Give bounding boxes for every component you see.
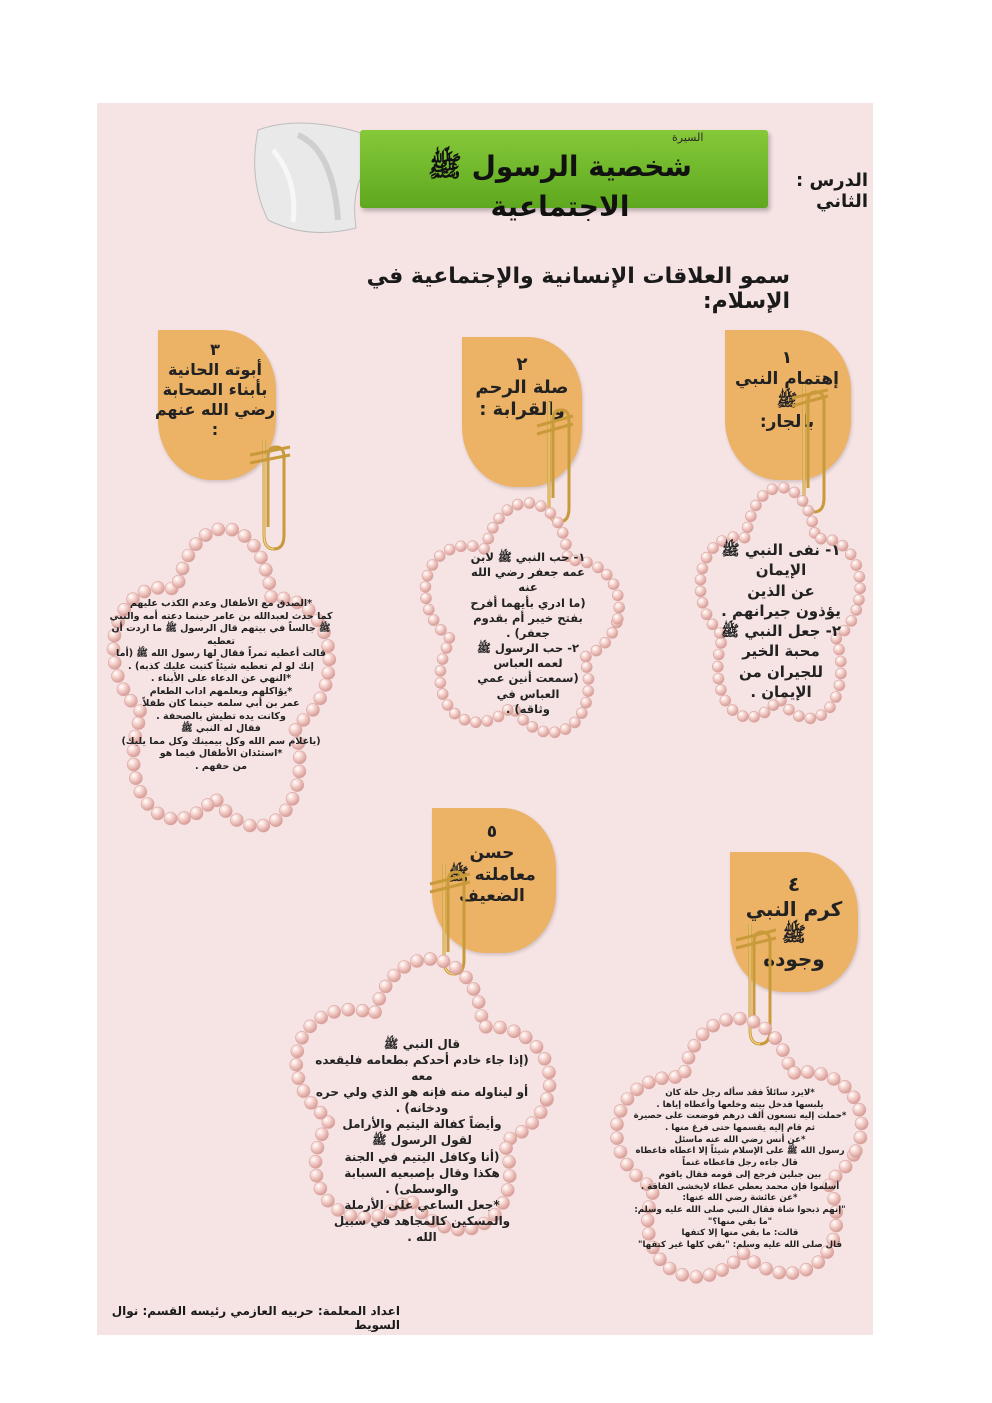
pearl-bead	[212, 523, 225, 536]
body-line: جعفر) .	[506, 625, 550, 640]
pearl-bead	[291, 779, 304, 792]
pearl-bead	[444, 632, 455, 643]
pearl-bead	[608, 579, 619, 590]
body-line: وكانت يده تطيش بالصحفة .	[156, 710, 286, 722]
body-line: كما حدث لعبدالله بن عامر حينما دعته أمه والنبي	[109, 610, 333, 622]
body-line: للجيران من	[739, 662, 823, 681]
pearl-bead	[552, 517, 563, 528]
pearl-bead	[734, 1012, 747, 1025]
body-line: *حملت إليه تسعون ألف درهم فوضعت على حصيرة	[633, 1111, 847, 1122]
body-line: إنك لو لم تعطيه شيئاً كتبت عليك كذبه) .	[128, 660, 314, 672]
body-line: وأيضاً كفالة اليتيم والأرامل	[342, 1117, 502, 1132]
body-line: رسول الله ﷺ على الإسلام شيئاً إلا اعطاه فاعطاه	[635, 1146, 845, 1157]
pearl-bead	[487, 522, 498, 533]
body-line: ١- حب النبي ﷺ لابن	[470, 550, 586, 564]
section-2-body	[458, 550, 598, 717]
body-line: والوسطى) .	[385, 1181, 459, 1196]
pearl-bead	[263, 577, 276, 590]
pearl-bead	[502, 505, 513, 516]
lesson-label: الدرس : الثاني	[796, 170, 868, 212]
body-line: من حقهم .	[194, 760, 248, 772]
section-subtitle: سمو العلاقات الإنسانية والإجتماعية في الإسلام:	[366, 264, 790, 314]
pearl-bead	[538, 1052, 551, 1065]
pearl-bead	[243, 819, 256, 832]
body-line: يلبسها فدخل بيته وخلعها وأعطاه إياها .	[656, 1099, 824, 1110]
pearl-bead	[803, 505, 814, 516]
pearl-bead	[435, 677, 446, 688]
body-line: ﷺ جالساً في بيتهم قال الرسول ﷺ ما اردت أن تعطيه	[111, 623, 331, 647]
body-line: *جعل الساعي على الأرملة	[344, 1197, 500, 1212]
body-line: قال جاءه رجل فاعطاه غنماً	[682, 1158, 798, 1169]
pearl-bead	[524, 498, 535, 509]
pearl-bead	[545, 508, 556, 519]
body-line: ٢- حب الرسول ﷺ	[476, 641, 580, 656]
pearl-bead	[189, 538, 202, 551]
section-5-body	[312, 1036, 532, 1245]
pearl-bead	[695, 574, 706, 585]
tag-5-text: ٥ حسن معاملته ﷺ الضعيف	[448, 822, 536, 906]
pearl-bead	[601, 569, 612, 580]
pearl-bead	[541, 1092, 554, 1105]
body-line: *الصدق مع الأطفال وعدم الكذب عليهم	[129, 598, 313, 609]
pearl-bead	[530, 1040, 543, 1053]
pearl-bead	[654, 1253, 667, 1266]
pearl-bead	[182, 549, 195, 562]
pearl-bead	[663, 1262, 676, 1275]
pearl-bead	[600, 637, 611, 648]
pearl-bead	[543, 1066, 556, 1079]
topic-label: السيرة	[672, 131, 704, 144]
body-line: *عن عائشة رضي الله عنها:	[682, 1193, 798, 1204]
body-line: عمر بن أبي سلمه حينما كان طفلاً	[142, 698, 300, 710]
body-line: محبة الخير	[742, 642, 820, 661]
pearl-bead	[786, 1267, 799, 1280]
pearl-bead	[422, 570, 433, 581]
pearl-bead	[470, 717, 481, 728]
pearl-bead	[398, 961, 411, 974]
pearl-bead	[201, 798, 214, 811]
pearl-bead	[745, 511, 756, 522]
pearl-bead	[655, 1072, 668, 1085]
section-4-body	[618, 1088, 862, 1252]
pearl-bead	[788, 1066, 801, 1079]
body-line: (ياغلام سم الله وكل بيمينك وكل مما يليك)	[121, 735, 321, 747]
tag-3-text: ٣ أبوته الحانية بأبناء الصحابة رضي الله عنهم :	[154, 340, 276, 439]
pearl-bead	[797, 495, 808, 506]
pearl-bead	[737, 711, 748, 722]
footer-credits: اعداد المعلمة: حربيه العازمي رئيسه القسم: نوال السويط	[111, 1304, 400, 1332]
pearl-bead	[441, 643, 452, 654]
pearl-bead	[749, 711, 760, 722]
pearl-bead	[747, 1015, 760, 1028]
section-1-body	[706, 540, 856, 702]
pearl-bead	[561, 539, 572, 550]
body-line: أو ليناوله منه فإنه هو الذي ولي حره	[315, 1085, 529, 1100]
pearl-bead	[703, 1269, 716, 1282]
pearl-bead	[720, 1014, 733, 1027]
pearl-bead	[296, 1031, 309, 1044]
pearl-bead	[855, 583, 866, 594]
pearl-bead	[129, 772, 142, 785]
body-line: بين جبلين فرجع إلى قومه فقال ياقوم	[658, 1169, 822, 1180]
body-line: العباس في	[496, 686, 560, 701]
pearl-bead	[435, 665, 446, 676]
pearl-bead	[612, 613, 623, 624]
pearl-bead	[369, 1006, 382, 1019]
pearl-bead	[472, 996, 485, 1009]
body-line: فقال له النبي ﷺ	[181, 723, 261, 735]
tag-4-text: ٤ كرم النبي ﷺ وجوده	[745, 872, 843, 971]
pearl-bead	[614, 602, 625, 613]
pearl-bead	[536, 501, 547, 512]
pearl-bead	[690, 1270, 703, 1283]
pearl-bead	[778, 482, 789, 493]
body-line: ودخانه) .	[395, 1101, 449, 1116]
body-line: "إنهم ذبحوا شاة فقال النبي صلى الله عليه وسلم:	[634, 1204, 846, 1215]
pearl-bead	[612, 590, 623, 601]
pearl-bead	[773, 1266, 786, 1279]
body-line: (ما ادري بأيهما أفرح	[470, 595, 586, 610]
pearl-bead	[479, 1020, 492, 1033]
pearl-bead	[269, 814, 282, 827]
pearl-bead	[759, 707, 770, 718]
body-line: قالت أعطيه تمراً فقال لها رسول الله ﷺ (أما	[116, 648, 326, 660]
pearl-bead	[437, 689, 448, 700]
pearl-bead	[190, 807, 203, 820]
pearl-bead	[727, 1256, 740, 1269]
pearl-bead	[248, 539, 261, 552]
pearl-bead	[226, 523, 239, 536]
pearl-bead	[707, 1019, 720, 1032]
body-line: *لايرد سائلاً فقد سأله رجل حلة كان	[665, 1088, 815, 1098]
pearl-bead	[769, 1032, 782, 1045]
body-line: *النهي عن الدعاء على الأبناء .	[150, 673, 292, 685]
pearl-bead	[442, 700, 453, 711]
body-line: قال صلى الله عليه وسلم: "بقي كلها غير كتفها"	[637, 1239, 842, 1250]
body-line: (أنا وكافل اليتيم في الجنة	[344, 1149, 500, 1164]
pearl-bead	[676, 1268, 689, 1281]
body-line: ثم قام إليه يقسمها حتى فرغ منها .	[664, 1123, 815, 1134]
pearl-bead	[538, 726, 549, 737]
pearl-bead	[411, 955, 424, 968]
pearl-bead	[134, 785, 147, 798]
pearl-bead	[219, 805, 232, 818]
pearl-bead	[750, 500, 761, 511]
body-line: ٢- جعل النبي ﷺ	[720, 622, 842, 640]
pearl-bead	[437, 654, 448, 665]
pearl-bead	[807, 516, 818, 527]
pearl-bead	[230, 814, 243, 827]
body-line: (إذا جاء خادم أحدكم بطعامه فليقعده معه	[315, 1053, 529, 1084]
pearl-bead	[428, 615, 439, 626]
body-line: هكذا وقال بإصبعيه السبابة	[344, 1165, 500, 1180]
body-line: لعمه العباس	[493, 656, 563, 671]
pearl-bead	[290, 1058, 303, 1071]
pearl-bead	[825, 702, 836, 713]
pearl-bead	[607, 627, 618, 638]
body-line: "ما بقي منها؟"	[707, 1216, 773, 1227]
pearl-bead	[549, 727, 560, 738]
pearl-bead	[434, 551, 445, 562]
pearl-bead	[164, 812, 177, 825]
pearl-bead	[784, 704, 795, 715]
pearl-bead	[716, 1264, 729, 1277]
pearl-bead	[727, 705, 738, 716]
body-line: عنه	[518, 580, 538, 595]
pearl-bead	[543, 1079, 556, 1092]
pearl-bead	[812, 1256, 825, 1269]
pearl-bead	[257, 819, 270, 832]
body-line: أسلموا فإن محمد يعطي عطاء لايخشى الفاقة .	[640, 1181, 840, 1192]
pearl-bead	[178, 812, 191, 825]
pearl-bead	[678, 1065, 691, 1078]
pearl-bead	[286, 792, 299, 805]
pearl-bead	[279, 804, 292, 817]
pearl-bead	[569, 717, 580, 728]
body-line: قالت: ما بقي منها إلا كتفها	[681, 1228, 799, 1239]
pearl-bead	[373, 992, 386, 1005]
pearl-bead	[494, 513, 505, 524]
pearl-bead	[292, 1072, 305, 1085]
pearl-bead	[494, 1021, 507, 1034]
body-line: عن الذين	[747, 581, 815, 600]
pearl-bead	[420, 581, 431, 592]
pearl-bead	[423, 604, 434, 615]
body-line: قال النبي ﷺ	[383, 1037, 461, 1051]
pearl-bead	[815, 1068, 828, 1081]
section-3-body	[106, 598, 336, 773]
pearl-bead	[742, 522, 753, 533]
pearl-bead	[152, 581, 165, 594]
pearl-bead	[527, 721, 538, 732]
pearl-bead	[759, 1022, 772, 1035]
pearl-bead	[421, 593, 432, 604]
pearl-bead	[512, 499, 523, 510]
pearl-bead	[238, 530, 251, 543]
body-line: عمه جعفر رضي الله	[470, 565, 586, 580]
pearl-bead	[138, 585, 151, 598]
body-line: الله .	[407, 1229, 437, 1244]
pearl-bead	[789, 487, 800, 498]
body-line: وثاقه) .	[506, 701, 550, 716]
pearl-bead	[794, 711, 805, 722]
pearl-bead	[444, 544, 455, 555]
pearl-bead	[642, 1076, 655, 1089]
pearl-bead	[259, 563, 272, 576]
body-line: *يؤاكلهم ويعلمهم اداب الطعام	[149, 685, 293, 697]
pearl-bead	[449, 961, 462, 974]
pearl-bead	[776, 1044, 789, 1057]
tag-1-text: ١ إهتمام النبي ﷺ بالجار:	[734, 348, 839, 432]
pearl-bead	[291, 1045, 304, 1058]
tag-2-text: ٢ صلة الرحم والقرابة :	[475, 354, 569, 420]
pearl-bead	[172, 575, 185, 588]
page-title: شخصية الرسول ﷺ الاجتماعية	[428, 150, 692, 223]
pearl-bead	[255, 551, 268, 564]
pearl-bead	[557, 527, 568, 538]
pearl-bead	[304, 1020, 317, 1033]
pearl-bead	[424, 953, 437, 966]
pearl-bead	[534, 1106, 547, 1119]
pearl-bead	[696, 1028, 709, 1041]
pearl-bead	[176, 562, 189, 575]
pearl-bead	[460, 971, 473, 984]
pearl-bead	[151, 807, 164, 820]
body-line: *عن أنس رضي الله عنه ماسئل	[674, 1134, 806, 1145]
pearl-bead	[467, 983, 480, 996]
pearl-bead	[356, 1004, 369, 1017]
body-line: بفتح خيبر أم بقدوم	[473, 610, 583, 625]
body-line: الإيمان .	[750, 682, 812, 701]
pearl-bead	[342, 1003, 355, 1016]
pearl-bead	[801, 1066, 814, 1079]
pearl-bead	[315, 1011, 328, 1024]
pearl-bead	[482, 716, 493, 727]
pearl-bead	[199, 529, 212, 542]
pearl-bead	[437, 955, 450, 968]
pearl-bead	[328, 1005, 341, 1018]
pearl-bead	[560, 724, 571, 735]
pearl-bead	[388, 969, 401, 982]
body-line: ١- نفى النبي ﷺ الإيمان	[721, 541, 841, 580]
pearl-bead	[141, 798, 154, 811]
body-line: *استئذان الأطفال فيما هو	[159, 748, 283, 760]
pearl-bead	[695, 586, 706, 597]
pearl-bead	[427, 560, 438, 571]
pearl-bead	[748, 1256, 761, 1269]
pearl-bead	[800, 1263, 813, 1276]
pearl-bead	[297, 1085, 310, 1098]
body-line: لقول الرسول ﷺ	[372, 1133, 472, 1148]
pearl-bead	[816, 710, 827, 721]
pearl-bead	[827, 1073, 840, 1086]
pearl-bead	[757, 491, 768, 502]
pearl-bead	[767, 484, 778, 495]
pearl-bead	[435, 624, 446, 635]
pearl-bead	[760, 1262, 773, 1275]
body-line: يؤذون جيرانهم .	[721, 601, 841, 620]
pearl-bead	[682, 1051, 695, 1064]
body-line: (سمعت أنين عمي	[477, 671, 579, 686]
pearl-bead	[483, 533, 494, 544]
pearl-bead	[688, 1039, 701, 1052]
body-line: والمسكين كالمجاهد في سبيل	[333, 1213, 511, 1228]
pearl-bead	[805, 713, 816, 724]
pearl-bead	[379, 980, 392, 993]
